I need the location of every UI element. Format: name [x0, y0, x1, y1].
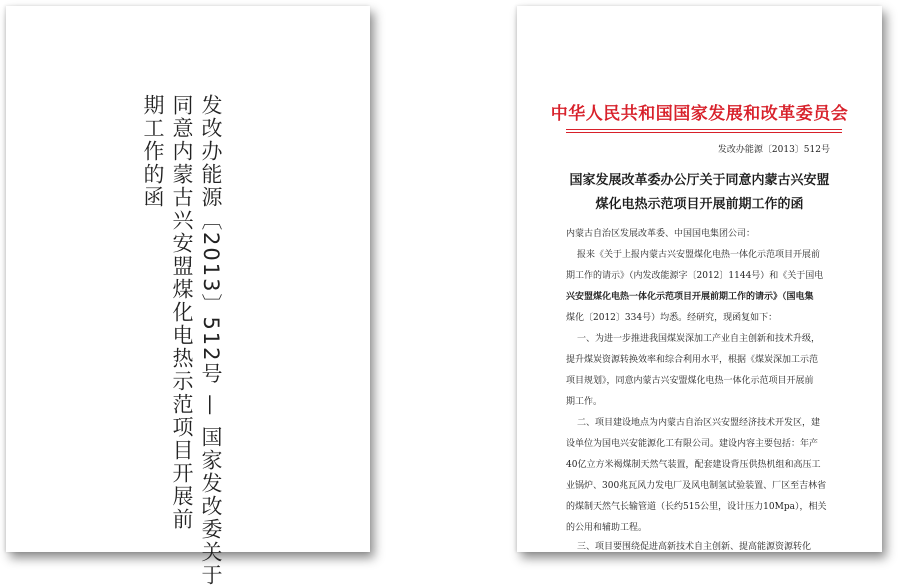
cover-title-line-3: 期工作的函 [141, 94, 165, 209]
para1-line-4: 煤化〔2012〕334号）均悉。经研究，现函复如下： [566, 313, 778, 323]
letter-title-line-1: 国家发展改革委办公厅关于同意内蒙古兴安盟 [569, 173, 830, 188]
letterhead-rule-thin [566, 132, 842, 133]
para3-line-6: 的公用和辅助工程。 [566, 523, 648, 533]
letterhead: 中华人民共和国国家发展和改革委员会 [550, 104, 849, 124]
para3-line-1: 二、项目建设地点为内蒙古自治区兴安盟经济技术开发区，建 [577, 418, 821, 428]
para3-line-3: 40亿立方米褐煤制天然气装置，配套建设背压供热机组和高压工 [566, 460, 821, 470]
para1-line-1: 报来《关于上报内蒙古兴安盟煤化电热一体化示范项目开展前 [577, 250, 821, 260]
letter-page [517, 6, 882, 552]
para1-line-3: 兴安盟煤化电热一体化示范项目开展前期工作的请示》（国电集 [566, 292, 814, 302]
para3-line-2: 设单位为国电兴安能源化工有限公司。建设内容主要包括：年产 [566, 439, 819, 449]
para2-line-1: 一、为进一步推进我国煤炭深加工产业自主创新和技术升级， [577, 334, 821, 344]
para2-line-2: 提升煤炭资源转换效率和综合利用水平，根据《煤炭深加工示范 [566, 355, 819, 365]
letter-title-line-2: 煤化电热示范项目开展前期工作的函 [595, 197, 804, 212]
para4-line-1: 三、项目要围绕促进高新技术自主创新、提高能源资源转化 [577, 542, 812, 552]
cover-page [6, 6, 370, 587]
para2-line-3: 项目规划》，同意内蒙古兴安盟煤化电热一体化示范项目开展前 [566, 376, 814, 386]
recipients: 内蒙古自治区发展改革委、中国国电集团公司： [566, 229, 756, 239]
para3-line-4: 业锅炉、300兆瓦风力发电厂及风电制氢试验装置、厂区至吉林省 [566, 481, 827, 491]
para2-line-4: 期工作。 [566, 397, 603, 407]
cover-title-line-2: 同意内蒙古兴安盟煤化电热示范项目开展前 [170, 94, 194, 531]
para3-line-5: 的煤制天然气长输管道（长约515公里，设计压力10Mpa），相关 [566, 502, 827, 512]
letterhead-rule [566, 129, 842, 130]
para1-line-2: 期工作的请示》（内发改能源字〔2012〕1144号）和《关于国电 [566, 271, 824, 281]
cover-title-line-1: 发改办能源〔2013〕512号 — 国家发改委关于 [199, 94, 223, 587]
document-number: 发改办能源〔2013〕512号 [717, 145, 830, 155]
